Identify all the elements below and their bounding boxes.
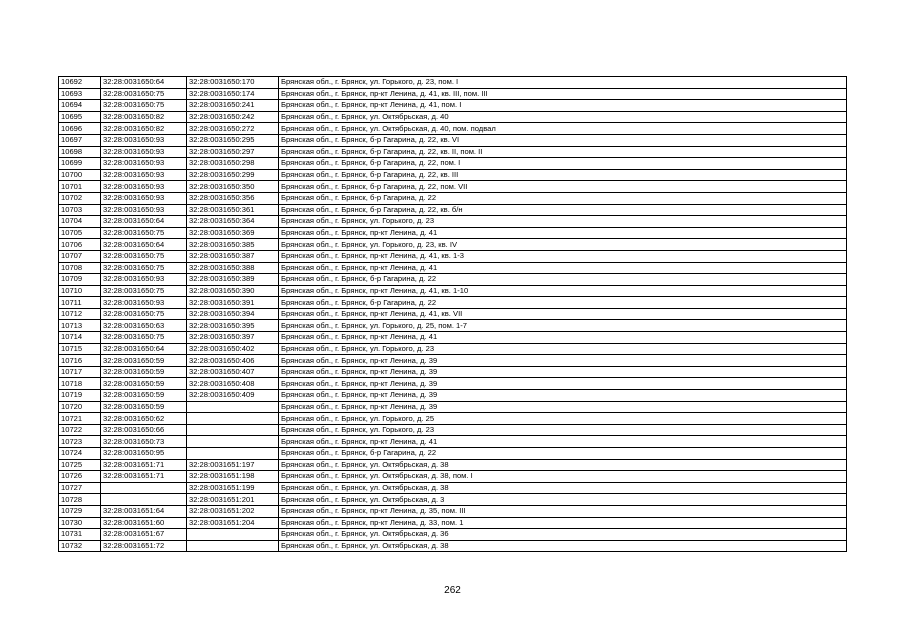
table-row	[59, 355, 847, 367]
object-cadastral-number-cell: 32:28:0031651:197	[187, 459, 279, 471]
address-cell: Брянская обл., г. Брянск, б-р Гагарина, д. 22, кв. VI	[279, 134, 847, 146]
cadastral-number-cell: 32:28:0031650:93	[101, 297, 187, 309]
row-number-cell: 10713	[59, 320, 101, 332]
object-cadastral-number-cell: 32:28:0031650:272	[187, 123, 279, 135]
cadastral-number-cell: 32:28:0031651:67	[101, 529, 187, 541]
address-cell: Брянская обл., г. Брянск, б-р Гагарина, д. 22	[279, 274, 847, 286]
table-row	[59, 343, 847, 355]
address-cell: Брянская обл., г. Брянск, б-р Гагарина, д. 22	[279, 297, 847, 309]
table-row	[59, 297, 847, 309]
cadastral-number-cell: 32:28:0031650:93	[101, 146, 187, 158]
address-cell: Брянская обл., г. Брянск, б-р Гагарина, д. 22, кв. III	[279, 169, 847, 181]
object-cadastral-number-cell: 32:28:0031650:387	[187, 250, 279, 262]
address-cell: Брянская обл., г. Брянск, пр-кт Ленина, д. 41	[279, 332, 847, 344]
object-cadastral-number-cell: 32:28:0031650:174	[187, 88, 279, 100]
address-cell: Брянская обл., г. Брянск, ул. Горького, д. 25, пом. 1-7	[279, 320, 847, 332]
address-cell: Брянская обл., г. Брянск, ул. Октябрьская, д. 38, пом. I	[279, 471, 847, 483]
object-cadastral-number-cell: 32:28:0031650:388	[187, 262, 279, 274]
table-row	[59, 308, 847, 320]
object-cadastral-number-cell: 32:28:0031651:202	[187, 505, 279, 517]
row-number-cell: 10709	[59, 274, 101, 286]
table-row	[59, 134, 847, 146]
table-row	[59, 239, 847, 251]
cadastral-number-cell: 32:28:0031650:64	[101, 239, 187, 251]
address-cell: Брянская обл., г. Брянск, ул. Горького, д. 23	[279, 216, 847, 228]
cadastral-number-cell: 32:28:0031650:59	[101, 390, 187, 402]
object-cadastral-number-cell	[187, 540, 279, 552]
cadastral-number-cell: 32:28:0031650:93	[101, 158, 187, 170]
table-row	[59, 332, 847, 344]
cadastral-number-cell: 32:28:0031650:75	[101, 332, 187, 344]
table-row	[59, 517, 847, 529]
address-cell: Брянская обл., г. Брянск, пр-кт Ленина, д. 41	[279, 262, 847, 274]
cadastral-number-cell: 32:28:0031650:59	[101, 378, 187, 390]
address-cell: Брянская обл., г. Брянск, ул. Октябрьская, д. 40, пом. подвал	[279, 123, 847, 135]
row-number-cell: 10718	[59, 378, 101, 390]
table-row	[59, 123, 847, 135]
row-number-cell: 10710	[59, 285, 101, 297]
object-cadastral-number-cell: 32:28:0031650:407	[187, 366, 279, 378]
cadastral-table	[58, 76, 847, 552]
cadastral-number-cell: 32:28:0031650:75	[101, 262, 187, 274]
address-cell: Брянская обл., г. Брянск, ул. Горького, д. 25	[279, 413, 847, 425]
object-cadastral-number-cell: 32:28:0031650:298	[187, 158, 279, 170]
address-cell: Брянская обл., г. Брянск, пр-кт Ленина, д. 33, пом. 1	[279, 517, 847, 529]
row-number-cell: 10719	[59, 390, 101, 402]
table-row	[59, 436, 847, 448]
row-number-cell: 10714	[59, 332, 101, 344]
row-number-cell: 10697	[59, 134, 101, 146]
row-number-cell: 10730	[59, 517, 101, 529]
object-cadastral-number-cell: 32:28:0031650:170	[187, 77, 279, 89]
cadastral-number-cell: 32:28:0031650:95	[101, 448, 187, 460]
row-number-cell: 10701	[59, 181, 101, 193]
object-cadastral-number-cell: 32:28:0031650:394	[187, 308, 279, 320]
object-cadastral-number-cell: 32:28:0031650:297	[187, 146, 279, 158]
cadastral-number-cell: 32:28:0031650:59	[101, 366, 187, 378]
row-number-cell: 10700	[59, 169, 101, 181]
object-cadastral-number-cell	[187, 401, 279, 413]
row-number-cell: 10695	[59, 111, 101, 123]
cadastral-number-cell: 32:28:0031650:59	[101, 401, 187, 413]
object-cadastral-number-cell: 32:28:0031650:406	[187, 355, 279, 367]
table-row	[59, 390, 847, 402]
table-row	[59, 88, 847, 100]
row-number-cell: 10708	[59, 262, 101, 274]
object-cadastral-number-cell: 32:28:0031650:364	[187, 216, 279, 228]
row-number-cell: 10721	[59, 413, 101, 425]
cadastral-number-cell: 32:28:0031650:93	[101, 181, 187, 193]
address-cell: Брянская обл., г. Брянск, пр-кт Ленина, д. 41, пом. I	[279, 100, 847, 112]
cadastral-number-cell: 32:28:0031650:73	[101, 436, 187, 448]
object-cadastral-number-cell: 32:28:0031650:408	[187, 378, 279, 390]
row-number-cell: 10720	[59, 401, 101, 413]
cadastral-number-cell: 32:28:0031651:64	[101, 505, 187, 517]
row-number-cell: 10716	[59, 355, 101, 367]
object-cadastral-number-cell	[187, 448, 279, 460]
object-cadastral-number-cell: 32:28:0031650:356	[187, 192, 279, 204]
object-cadastral-number-cell	[187, 436, 279, 448]
object-cadastral-number-cell: 32:28:0031651:199	[187, 482, 279, 494]
table-row	[59, 471, 847, 483]
address-cell: Брянская обл., г. Брянск, пр-кт Ленина, д. 41, кв. 1-3	[279, 250, 847, 262]
address-cell: Брянская обл., г. Брянск, ул. Октябрьская, д. 36	[279, 529, 847, 541]
cadastral-number-cell: 32:28:0031650:75	[101, 308, 187, 320]
cadastral-number-cell: 32:28:0031650:93	[101, 169, 187, 181]
address-cell: Брянская обл., г. Брянск, б-р Гагарина, д. 22, пом. VII	[279, 181, 847, 193]
table-row	[59, 413, 847, 425]
table-row	[59, 274, 847, 286]
address-cell: Брянская обл., г. Брянск, пр-кт Ленина, д. 39	[279, 401, 847, 413]
row-number-cell: 10717	[59, 366, 101, 378]
object-cadastral-number-cell: 32:28:0031650:241	[187, 100, 279, 112]
table-row	[59, 77, 847, 89]
row-number-cell: 10715	[59, 343, 101, 355]
row-number-cell: 10728	[59, 494, 101, 506]
address-cell: Брянская обл., г. Брянск, ул. Горького, д. 23	[279, 424, 847, 436]
address-cell: Брянская обл., г. Брянск, б-р Гагарина, д. 22	[279, 192, 847, 204]
table-row	[59, 192, 847, 204]
address-cell: Брянская обл., г. Брянск, пр-кт Ленина, д. 41, кв. 1-10	[279, 285, 847, 297]
table-row	[59, 540, 847, 552]
table-row	[59, 216, 847, 228]
address-cell: Брянская обл., г. Брянск, пр-кт Ленина, д. 39	[279, 390, 847, 402]
row-number-cell: 10729	[59, 505, 101, 517]
cadastral-number-cell: 32:28:0031650:93	[101, 192, 187, 204]
row-number-cell: 10727	[59, 482, 101, 494]
object-cadastral-number-cell: 32:28:0031650:397	[187, 332, 279, 344]
address-cell: Брянская обл., г. Брянск, пр-кт Ленина, д. 35, пом. III	[279, 505, 847, 517]
object-cadastral-number-cell: 32:28:0031651:201	[187, 494, 279, 506]
table-row	[59, 529, 847, 541]
table-row	[59, 505, 847, 517]
row-number-cell: 10722	[59, 424, 101, 436]
row-number-cell: 10698	[59, 146, 101, 158]
address-cell: Брянская обл., г. Брянск, ул. Октябрьская, д. 38	[279, 459, 847, 471]
table-row	[59, 146, 847, 158]
address-cell: Брянская обл., г. Брянск, пр-кт Ленина, д. 39	[279, 355, 847, 367]
cadastral-number-cell: 32:28:0031650:93	[101, 274, 187, 286]
object-cadastral-number-cell: 32:28:0031650:402	[187, 343, 279, 355]
cadastral-number-cell: 32:28:0031650:62	[101, 413, 187, 425]
address-cell: Брянская обл., г. Брянск, пр-кт Ленина, д. 39	[279, 378, 847, 390]
address-cell: Брянская обл., г. Брянск, пр-кт Ленина, д. 41	[279, 227, 847, 239]
cadastral-number-cell: 32:28:0031650:75	[101, 100, 187, 112]
row-number-cell: 10725	[59, 459, 101, 471]
table-row	[59, 250, 847, 262]
address-cell: Брянская обл., г. Брянск, пр-кт Ленина, д. 41, кв. III, пом. III	[279, 88, 847, 100]
address-cell: Брянская обл., г. Брянск, ул. Октябрьская, д. 38	[279, 482, 847, 494]
row-number-cell: 10731	[59, 529, 101, 541]
cadastral-number-cell: 32:28:0031650:64	[101, 343, 187, 355]
row-number-cell: 10723	[59, 436, 101, 448]
object-cadastral-number-cell: 32:28:0031650:350	[187, 181, 279, 193]
cadastral-number-cell	[101, 482, 187, 494]
object-cadastral-number-cell: 32:28:0031650:390	[187, 285, 279, 297]
cadastral-number-cell: 32:28:0031651:72	[101, 540, 187, 552]
cadastral-number-cell: 32:28:0031650:75	[101, 285, 187, 297]
table-row	[59, 378, 847, 390]
address-cell: Брянская обл., г. Брянск, б-р Гагарина, д. 22, кв. II, пом. II	[279, 146, 847, 158]
row-number-cell: 10704	[59, 216, 101, 228]
row-number-cell: 10724	[59, 448, 101, 460]
row-number-cell: 10726	[59, 471, 101, 483]
table-row	[59, 181, 847, 193]
cadastral-number-cell: 32:28:0031650:64	[101, 77, 187, 89]
table-row	[59, 448, 847, 460]
table-row	[59, 401, 847, 413]
object-cadastral-number-cell: 32:28:0031650:391	[187, 297, 279, 309]
table-row	[59, 459, 847, 471]
address-cell: Брянская обл., г. Брянск, б-р Гагарина, д. 22, пом. I	[279, 158, 847, 170]
cadastral-number-cell: 32:28:0031650:75	[101, 227, 187, 239]
object-cadastral-number-cell: 32:28:0031650:369	[187, 227, 279, 239]
cadastral-number-cell	[101, 494, 187, 506]
cadastral-number-cell: 32:28:0031650:75	[101, 88, 187, 100]
object-cadastral-number-cell: 32:28:0031650:295	[187, 134, 279, 146]
address-cell: Брянская обл., г. Брянск, пр-кт Ленина, д. 41	[279, 436, 847, 448]
object-cadastral-number-cell: 32:28:0031651:204	[187, 517, 279, 529]
row-number-cell: 10707	[59, 250, 101, 262]
cadastral-number-cell: 32:28:0031651:71	[101, 459, 187, 471]
table-row	[59, 285, 847, 297]
row-number-cell: 10693	[59, 88, 101, 100]
object-cadastral-number-cell: 32:28:0031650:299	[187, 169, 279, 181]
object-cadastral-number-cell	[187, 424, 279, 436]
cadastral-number-cell: 32:28:0031650:75	[101, 250, 187, 262]
table-row	[59, 482, 847, 494]
row-number-cell: 10694	[59, 100, 101, 112]
cadastral-number-cell: 32:28:0031650:93	[101, 134, 187, 146]
object-cadastral-number-cell: 32:28:0031651:198	[187, 471, 279, 483]
table-row	[59, 100, 847, 112]
object-cadastral-number-cell: 32:28:0031650:389	[187, 274, 279, 286]
table-row	[59, 424, 847, 436]
address-cell: Брянская обл., г. Брянск, ул. Горького, д. 23, кв. IV	[279, 239, 847, 251]
table-row	[59, 262, 847, 274]
table-body	[59, 77, 847, 552]
object-cadastral-number-cell: 32:28:0031650:395	[187, 320, 279, 332]
table-row	[59, 227, 847, 239]
table-row	[59, 366, 847, 378]
page-number: 262	[444, 585, 461, 596]
object-cadastral-number-cell: 32:28:0031650:242	[187, 111, 279, 123]
object-cadastral-number-cell: 32:28:0031650:409	[187, 390, 279, 402]
address-cell: Брянская обл., г. Брянск, б-р Гагарина, д. 22	[279, 448, 847, 460]
address-cell: Брянская обл., г. Брянск, пр-кт Ленина, д. 41, кв. VII	[279, 308, 847, 320]
row-number-cell: 10692	[59, 77, 101, 89]
table-row	[59, 204, 847, 216]
cadastral-number-cell: 32:28:0031650:93	[101, 204, 187, 216]
address-cell: Брянская обл., г. Брянск, ул. Горького, д. 23, пом. I	[279, 77, 847, 89]
object-cadastral-number-cell: 32:28:0031650:385	[187, 239, 279, 251]
row-number-cell: 10699	[59, 158, 101, 170]
cadastral-number-cell: 32:28:0031650:82	[101, 111, 187, 123]
row-number-cell: 10711	[59, 297, 101, 309]
cadastral-number-cell: 32:28:0031650:82	[101, 123, 187, 135]
object-cadastral-number-cell: 32:28:0031650:361	[187, 204, 279, 216]
table-row	[59, 494, 847, 506]
object-cadastral-number-cell	[187, 413, 279, 425]
table-row	[59, 320, 847, 332]
cadastral-number-cell: 32:28:0031650:66	[101, 424, 187, 436]
cadastral-number-cell: 32:28:0031650:63	[101, 320, 187, 332]
row-number-cell: 10696	[59, 123, 101, 135]
cadastral-number-cell: 32:28:0031650:64	[101, 216, 187, 228]
row-number-cell: 10702	[59, 192, 101, 204]
address-cell: Брянская обл., г. Брянск, ул. Горького, д. 23	[279, 343, 847, 355]
address-cell: Брянская обл., г. Брянск, ул. Октябрьская, д. 38	[279, 540, 847, 552]
cadastral-number-cell: 32:28:0031650:59	[101, 355, 187, 367]
address-cell: Брянская обл., г. Брянск, пр-кт Ленина, д. 39	[279, 366, 847, 378]
address-cell: Брянская обл., г. Брянск, б-р Гагарина, д. 22, кв. б/н	[279, 204, 847, 216]
table-row	[59, 158, 847, 170]
address-cell: Брянская обл., г. Брянск, ул. Октябрьская, д. 40	[279, 111, 847, 123]
row-number-cell: 10732	[59, 540, 101, 552]
cadastral-number-cell: 32:28:0031651:71	[101, 471, 187, 483]
object-cadastral-number-cell	[187, 529, 279, 541]
row-number-cell: 10706	[59, 239, 101, 251]
cadastral-number-cell: 32:28:0031651:60	[101, 517, 187, 529]
address-cell: Брянская обл., г. Брянск, ул. Октябрьская, д. 3	[279, 494, 847, 506]
row-number-cell: 10712	[59, 308, 101, 320]
row-number-cell: 10705	[59, 227, 101, 239]
row-number-cell: 10703	[59, 204, 101, 216]
table-row	[59, 169, 847, 181]
table-row	[59, 111, 847, 123]
